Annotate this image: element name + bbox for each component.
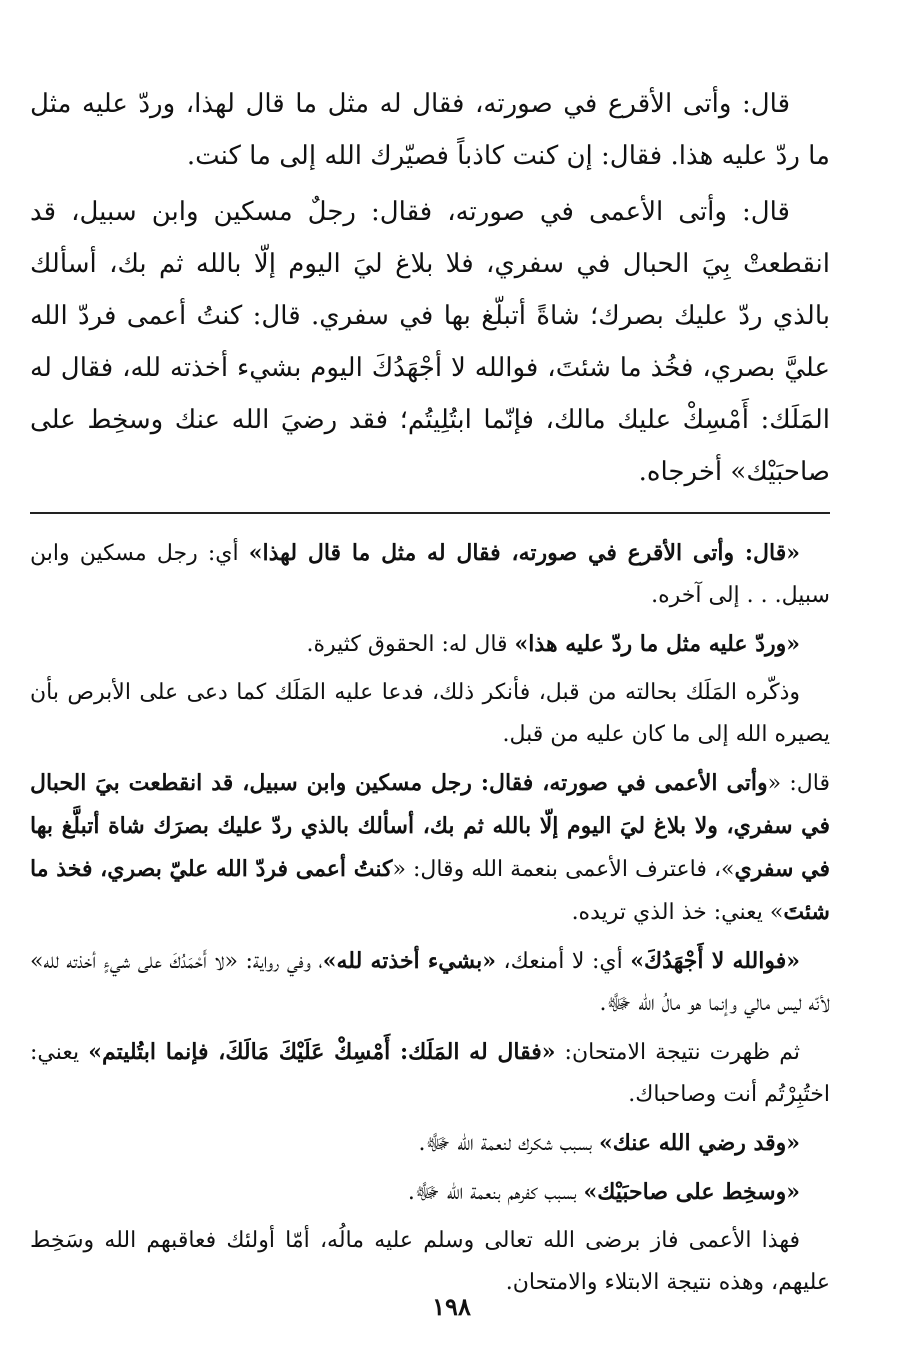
explanation-text: بسبب شكرك لنعمة الله ﷻ. [418,1131,599,1156]
explanation-text: ثم ظهرت نتيجة الامتحان: [555,1040,800,1065]
commentary-paragraph-1 [30,532,830,617]
explanation-text: يعني: اختُبِرْتُم أنت وصاحباك. [30,1040,830,1107]
explanation-text: بسبب كفرهم بنعمة الله ﷻ. [407,1180,584,1205]
commentary [30,532,830,1304]
page-body [30,78,830,1310]
commentary-paragraph-4 [30,762,830,934]
quoted-text: «فقال له المَلَك: أَمْسِكْ عَلَيْكَ مَالَكَ، فإنما ابتُليتم» [88,1039,556,1065]
quoted-text: كنتُ أعمى فردّ الله عليّ بصري، فخذ ما شئتَ [30,856,830,925]
commentary-paragraph-8 [30,1171,830,1214]
explanation-text: أي: رجل مسكين وابن سبيل. . . إلى آخره. [30,541,830,608]
commentary-paragraph-3: وذكّره المَلَك بحالته من قبل، فأنكر ذلك، فدعا عليه المَلَك كما دعى على الأبرص بأن يصيره الله إلى ما كان عليه من قبل. [30,680,830,747]
commentary-paragraph-7 [30,1122,830,1165]
quoted-text: «وقد رضي الله عنك» [598,1130,800,1156]
commentary-paragraph-5 [30,940,830,1025]
hadith-text [30,78,830,498]
explanation-text: ، وفي رواية: «لا أَحْمَدُكَ على شيءٍ أخذته لله» لأنّه ليس مالي وإنما هو مالُ الله ﷻ. [30,949,830,1016]
explanation-text: قال له: الحقوق كثيرة. [306,632,515,657]
hadith-paragraph-1: قال: وأتى الأقرع في صورته، فقال له مثل ما قال لهذا، وردّ عليه مثل ما ردّ عليه هذا. فقال: إن كنت كاذباً فصيّرك الله إلى ما كنت. [30,89,830,171]
footnote-divider [30,512,830,514]
quoted-text: «فوالله لا أَجْهَدُكَ» [630,948,800,974]
commentary-paragraph-2 [30,623,830,666]
commentary-paragraph-6 [30,1031,830,1116]
quoted-text: «بشيء أخذته لله» [322,948,497,974]
page-number: ١٩٨ [432,1292,471,1321]
quoted-text: وأتى الأعمى في صورته، فقال: رجل مسكين وابن سبيل، قد انقطعت بيَ الحبال في سفري، ولا بلاغ ليَ اليوم إلّا بالله ثم بك، أسألك بالذي ردّ عليك بصرَك شاة أتبلَّغ بها في سفري [30,770,830,882]
quoted-text: «وردّ عليه مثل ما ردّ عليه هذا» [514,631,800,657]
quoted-text: «قال: وأتى الأقرع في صورته، فقال له مثل ما قال لهذا» [248,540,800,566]
explanation-text: » يعني: خذ الذي تريده. [571,900,784,925]
explanation-text: »، فاعترف الأعمى بنعمة الله وقال: « [392,857,735,882]
explanation-text: أي: لا أمنعك، [496,949,631,974]
commentary-paragraph-9: فهذا الأعمى فاز برضى الله تعالى وسلم عليه مالُه، أمّا أولئك فعاقبهم الله وسَخِط عليهم، وهذه نتيجة الابتلاء والامتحان. [30,1228,830,1295]
explanation-text: قال: « [767,771,830,796]
quoted-text: «وسخِط على صاحبَيْك» [583,1179,800,1205]
hadith-paragraph-2: قال: وأتى الأعمى في صورته، فقال: رجلٌ مسكين وابن سبيل، قد انقطعتْ بِيَ الحبال في سفري، فلا بلاغ ليَ اليوم إلّا بالله ثم بك، أسألك بالذي ردّ عليك بصرك؛ شاةً أتبلّغ بها في سفري. قال: كنتُ أعمى فردّ الله عليَّ بصري، فخُذ ما شئتَ، فوالله لا أجْهَدُكَ اليوم بشيء أخذته لله، فقال له المَلَك: أَمْسِكْ عليك مالك، فإنّما ابتُلِيتُم؛ فقد رضيَ الله عنك وسخِط على صاحبَيْك» أخرجاه. [30,197,830,487]
